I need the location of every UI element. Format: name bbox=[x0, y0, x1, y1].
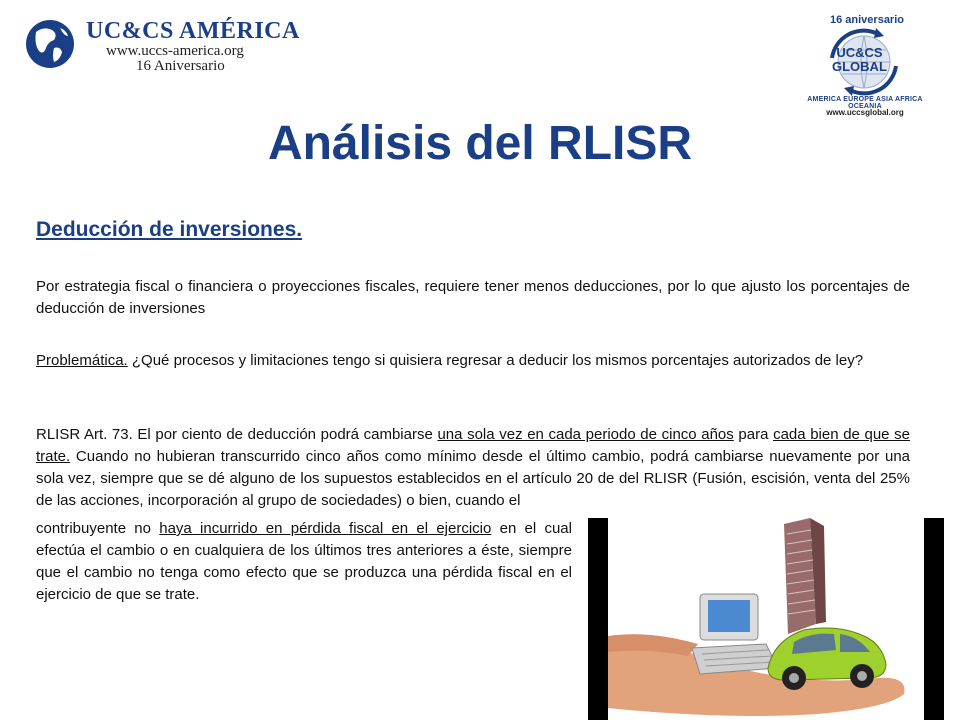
logo-right-continents: AMERICA EUROPE ASIA AFRICA OCEANIA bbox=[807, 96, 923, 110]
slide-title: Análisis del RLISR bbox=[267, 117, 693, 170]
paragraph-strategy: Por estrategia fiscal o financiera o proyecciones fiscales, requiere tener menos deducciones, por lo que ajusto los porcentajes de deducción de inversiones bbox=[36, 278, 910, 317]
paragraph-article: RLISR Art. 73. El por ciento de deducción podrá cambiarse una sola vez en cada periodo de cinco años para cada bien de que se trate. Cuando no hubieran transcurrido cinco años como mínimo desde el último cambio, podrá cambiarse nuevamente por una sola vez, siempre que se dé alguno de los supuestos establecidos en el artículo 20 de del RLISR (Fusión, escisión, venta del 25% de las acciones, incorporación al grupo de sociedades) o bien, cuando el bbox=[36, 426, 910, 509]
uccs-america-logo bbox=[22, 14, 322, 76]
logo-left-name: UC&CS AMÉRICA bbox=[86, 18, 300, 44]
logo-left-url: www.uccs-america.org bbox=[106, 43, 244, 59]
logo-right-url: www.uccsglobal.org bbox=[826, 108, 904, 117]
logo-right-brand: UC&CS GLOBAL bbox=[832, 45, 887, 74]
problem-label: Problemática. bbox=[36, 352, 128, 369]
paragraph-taxpayer: contribuyente no haya incurrido en pérdida fiscal en el ejercicio en el cual efectúa el cambio o en cualquiera de los últimos tres anteriores a éste, siempre que el cambio no tenga como efecto que se produzca una pérdida fiscal en el ejercicio de que se trate. bbox=[36, 520, 572, 603]
globe-icon bbox=[24, 16, 76, 72]
slide-subtitle: Deducción de inversiones. bbox=[36, 218, 303, 241]
logo-left-anniversary: 16 Aniversario bbox=[136, 58, 225, 74]
underline-five-years: una sola vez en cada periodo de cinco años bbox=[437, 426, 734, 443]
problem-text: ¿Qué procesos y limitaciones tengo si quisiera regresar a deducir los mismos porcentajes autorizados de ley? bbox=[127, 352, 864, 369]
underline-fiscal-loss: haya incurrido en pérdida fiscal en el ejercicio bbox=[159, 520, 492, 537]
investment-photo bbox=[588, 518, 944, 720]
underline-each-asset: cada bien de que se trate. bbox=[36, 426, 910, 465]
paragraph-problem bbox=[36, 350, 910, 372]
hand-with-assets-image bbox=[588, 518, 944, 720]
uccs-global-logo bbox=[790, 10, 940, 122]
logo-right-anniversary: 16 aniversario bbox=[830, 14, 904, 26]
